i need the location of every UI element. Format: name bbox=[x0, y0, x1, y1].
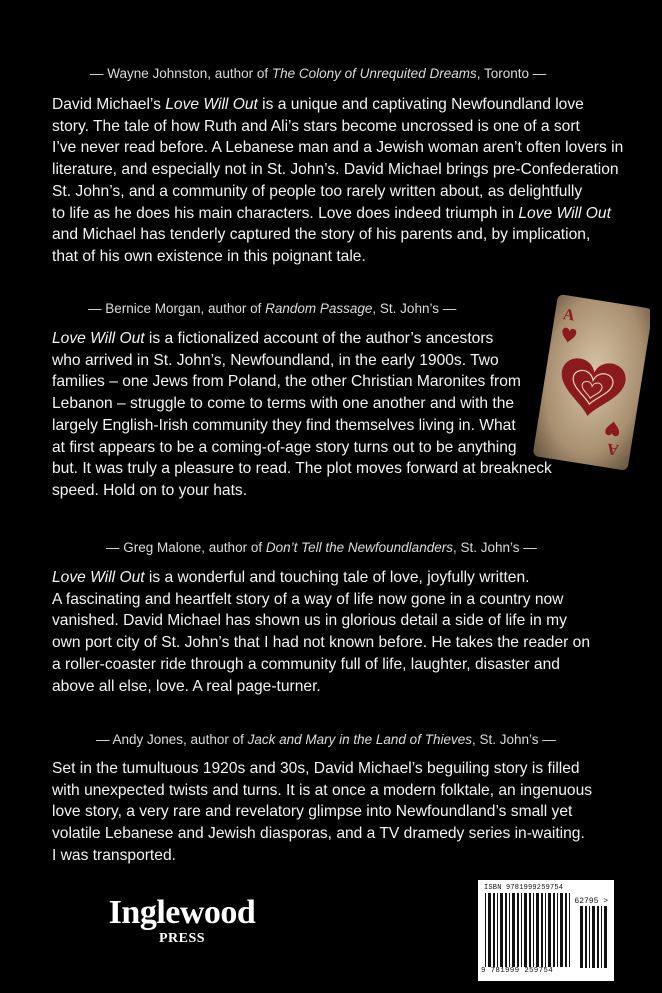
barcode-bars bbox=[485, 893, 573, 967]
review-line: story. The tale of how Ruth and Ali’s stars become uncrossed is one of a sort bbox=[52, 117, 580, 135]
book-title: Love Will Out bbox=[52, 569, 145, 586]
card-rank-top: A bbox=[561, 305, 576, 325]
review-attribution: — Bernice Morgan, author of Random Passage, St. John’s — bbox=[88, 301, 457, 316]
review-line: to life as he does his main characters. Love does indeed triumph in Love Will Out bbox=[52, 204, 611, 222]
review-line: volatile Lebanese and Jewish diasporas, and a TV dramedy series in-waiting. bbox=[52, 825, 585, 843]
review-line: that of his own existence in this poignant tale. bbox=[52, 247, 366, 265]
review-line: who arrived in St. John’s, Newfoundland, in the early 1900s. Two bbox=[52, 351, 499, 369]
review-text bbox=[52, 94, 623, 268]
review-line: with unexpected twists and turns. It is at once a modern folktale, an ingenuous bbox=[52, 781, 593, 799]
review-line: Lebanon – struggle to come to terms with one another and with the bbox=[52, 395, 515, 413]
publisher-logo bbox=[108, 896, 256, 948]
price-barcode-bars bbox=[580, 906, 608, 968]
review-line: but. It was truly a pleasure to read. The plot moves forward at breakneck bbox=[52, 460, 552, 478]
review-line: own port city of St. John’s that I had not known before. He takes the reader on bbox=[52, 634, 591, 652]
review-attribution: — Andy Jones, author of Jack and Mary in the Land of Thieves, St. John’s — bbox=[96, 732, 556, 747]
review-line: Set in the tumultuous 1920s and 30s, David Michael’s beguiling story is filled bbox=[52, 760, 580, 777]
review-line: speed. Hold on to your hats. bbox=[52, 481, 248, 499]
book-title: Love Will Out bbox=[52, 330, 145, 347]
review-line: largely English-Irish community they find themselves living in. What bbox=[52, 416, 516, 434]
book-title: Love Will Out bbox=[165, 96, 258, 113]
ace-of-hearts-card bbox=[530, 292, 650, 487]
review-line: families – one Jews from Poland, the other Christian Maronites from bbox=[52, 373, 521, 391]
card-rank-bottom: A bbox=[605, 439, 620, 459]
review-line: love story, a very rare and revelatory glimpse into Newfoundland’s small yet bbox=[52, 803, 573, 821]
barcode-digits: 9 781999 259754 bbox=[481, 967, 554, 975]
publisher-name: Inglewood bbox=[108, 894, 256, 931]
review-text bbox=[52, 567, 590, 697]
book-title: Love Will Out bbox=[518, 204, 611, 222]
review-line: vanished. David Michael has shown us in glorious detail a side of life in my bbox=[52, 612, 567, 630]
review-line: a roller-coaster ride through a community full of life, laughter, disaster and bbox=[52, 655, 560, 673]
review-line: Love Will Out is a fictionalized account of the author’s ancestors bbox=[52, 330, 494, 347]
review-text bbox=[52, 328, 552, 502]
review-line: I’ve never read before. A Lebanese man and a Jewish woman aren’t often lovers in bbox=[52, 139, 624, 157]
review-attribution: — Wayne Johnston, author of The Colony of Unrequited Dreams, Toronto — bbox=[90, 66, 547, 81]
review-line: A fascinating and heartfelt story of a way of life now gone in a country now bbox=[52, 590, 564, 608]
review-line: St. John’s, and a community of people too rarely written about, as delightfully bbox=[52, 182, 583, 200]
review-line: literature, and especially not in St. John’s. David Michael brings pre-Confederation bbox=[52, 161, 619, 179]
review-attribution: — Greg Malone, author of Don’t Tell the Newfoundlanders, St. John’s — bbox=[106, 540, 537, 555]
review-line: and Michael has tenderly captured the story of his parents and, by implication, bbox=[52, 226, 591, 244]
review-line: Love Will Out is a wonderful and touching tale of love, joyfully written. bbox=[52, 569, 530, 586]
isbn-label: ISBN 9781999259754 bbox=[484, 884, 564, 892]
review-line: I was transported. bbox=[52, 846, 176, 864]
review-line: at first appears to be a coming-of-age story turns out to be anything bbox=[52, 438, 517, 456]
review-line: above all else, love. A real page-turner. bbox=[52, 677, 321, 695]
price-code: 62795 > bbox=[574, 897, 608, 906]
review-line: David Michael’s Love Will Out is a unique and captivating Newfoundland love bbox=[52, 96, 584, 113]
isbn-barcode bbox=[478, 880, 614, 981]
review-text bbox=[52, 758, 592, 867]
publisher-subname: PRESS bbox=[158, 931, 206, 946]
